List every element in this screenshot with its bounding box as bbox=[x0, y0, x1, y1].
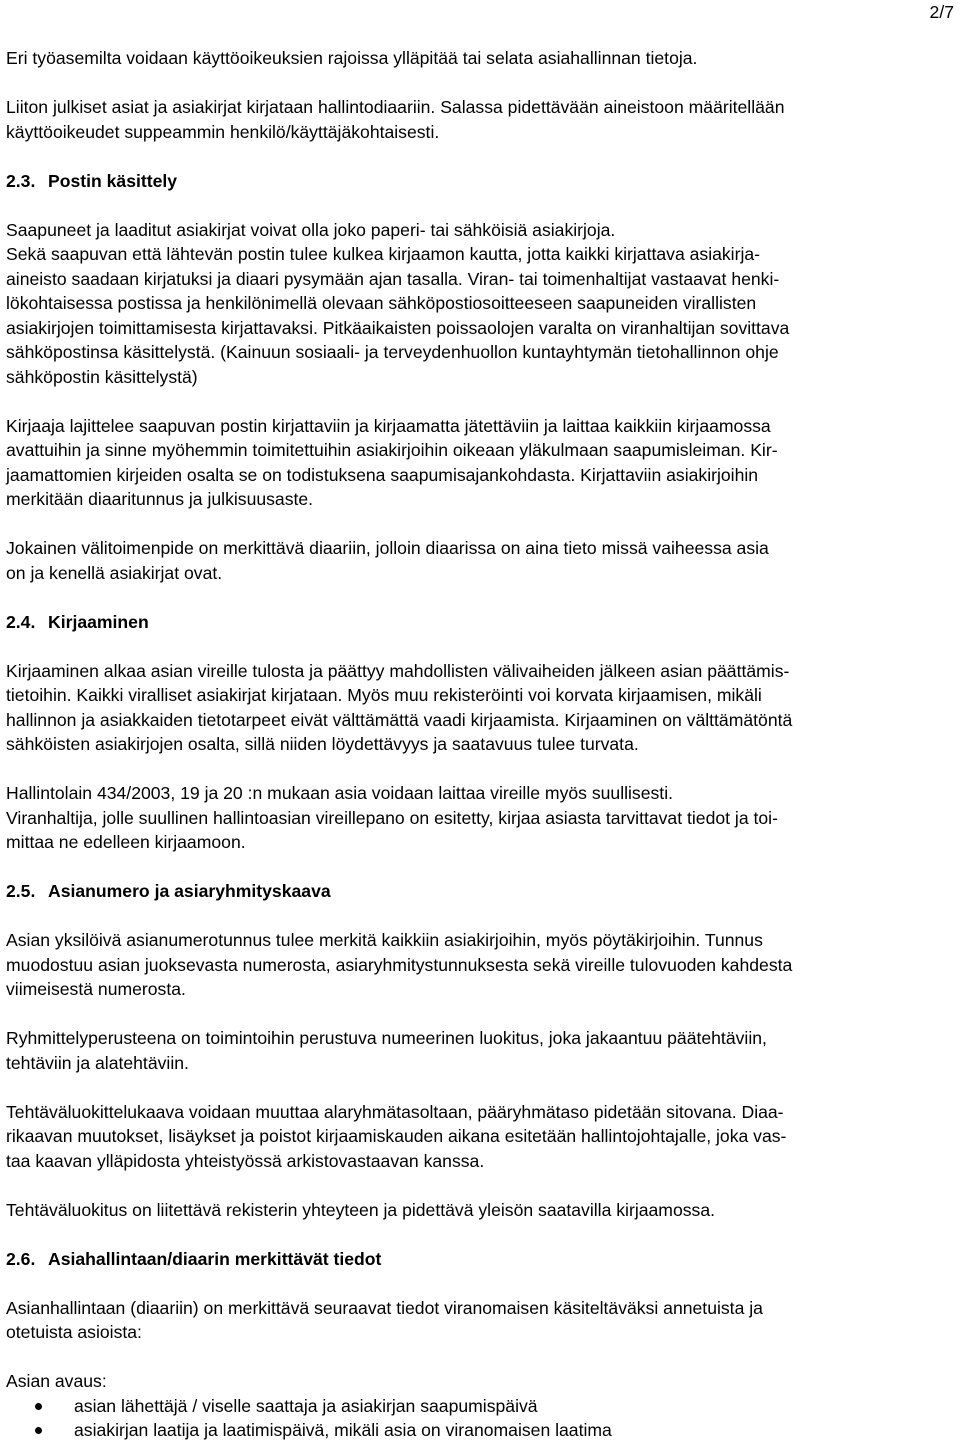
text-line: Asian yksilöivä asianumerotunnus tulee merkitä kaikkiin asiakirjoihin, myös pöytäkirjoihin. Tunnus bbox=[6, 930, 763, 950]
asianumero-paragraph-1 bbox=[6, 928, 956, 1002]
text-line: viimeisestä numerosta. bbox=[6, 979, 186, 999]
bullet-icon bbox=[35, 1427, 42, 1434]
text-line: Kirjaaja lajittelee saapuvan postin kirjattaviin ja kirjaamatta jätettäviin ja laittaa kaikkiin kirjaamossa bbox=[6, 415, 771, 436]
text-line: otetuista asioista: bbox=[6, 1322, 142, 1342]
intro-paragraph-2 bbox=[6, 95, 956, 144]
page-number: 2/7 bbox=[929, 2, 954, 22]
text-line: Sekä saapuvan että lähtevän postin tulee kulkea kirjaamon kautta, jotta kaikki kirjattava asiakirja- bbox=[6, 244, 761, 264]
section-heading-2-3 bbox=[6, 169, 956, 194]
list-item-text: asiakirjan laatija ja laatimispäivä, mikäli asia on viranomaisen laatima bbox=[74, 1420, 612, 1440]
text-line: tehtäviin ja alatehtäviin. bbox=[6, 1052, 189, 1073]
section-number: 2.6. bbox=[6, 1248, 36, 1269]
text-line: Asianhallintaan (diaariin) on merkittävä seuraavat tiedot viranomaisen käsiteltäväksi annetuista ja bbox=[6, 1297, 763, 1318]
list-item-text: asian lähettäjä / viselle saattaja ja asiakirjan saapumispäivä bbox=[74, 1395, 538, 1416]
section-number: 2.4. bbox=[6, 611, 36, 632]
section-number: 2.5. bbox=[6, 881, 36, 901]
text-line: Ryhmittelyperusteena on toimintoihin perustuva numeerinen luokitus, joka jakaantuu päätehtäviin, bbox=[6, 1028, 767, 1048]
text-line: sähköpostin käsittelystä) bbox=[6, 366, 198, 387]
text-line: käyttöoikeudet suppeammin henkilö/käyttäjäkohtaisesti. bbox=[6, 121, 440, 142]
postin-kasittely-paragraph-3 bbox=[6, 536, 956, 585]
merkittavat-tiedot-paragraph-1 bbox=[6, 1296, 956, 1345]
text-line: mittaa ne edelleen kirjaamoon. bbox=[6, 832, 246, 852]
list-item bbox=[6, 1394, 956, 1419]
text-line: aineisto saadaan kirjatuksi ja diaari pysymään ajan tasalla. Viran- tai toimenhaltijat vastaavat henki- bbox=[6, 268, 780, 289]
section-title: Asianumero ja asiaryhmityskaava bbox=[48, 881, 331, 901]
text-line: Jokainen välitoimenpide on merkittävä diaariin, jolloin diaarissa on aina tieto missä vaiheessa asia bbox=[6, 538, 769, 558]
text-line: Hallintolain 434/2003, 19 ja 20 :n mukaan asia voidaan laittaa vireille myös suullisesti. bbox=[6, 783, 673, 803]
section-title: Kirjaaminen bbox=[48, 611, 149, 632]
list-item bbox=[6, 1418, 956, 1443]
text-line: Saapuneet ja laaditut asiakirjat voivat olla joko paperi- tai sähköisiä asiakirjoja. bbox=[6, 219, 616, 240]
text-line: merkitään diaaritunnus ja julkisuusaste. bbox=[6, 489, 314, 509]
text-line: Viranhaltija, jolle suullinen hallintoasian vireillepano on esitetty, kirjaa asiasta tarvittavat tiedot ja toi- bbox=[6, 807, 778, 828]
text-line: tietoihin. Kaikki viralliset asiakirjat kirjataan. Myös muu rekisteröinti voi korvata kirjaamisen, mikäli bbox=[6, 685, 762, 705]
list-label: Asian avaus: bbox=[6, 1371, 107, 1391]
asianumero-paragraph-3 bbox=[6, 1100, 956, 1174]
kirjaaminen-paragraph-2 bbox=[6, 781, 956, 855]
text-line: rikaavan muutokset, lisäykset ja poistot kirjaamiskauden aikana esitetään hallintojohtajalle, joka vas- bbox=[6, 1126, 787, 1146]
asianumero-paragraph-2 bbox=[6, 1026, 956, 1075]
section-title: Asiahallintaan/diaarin merkittävät tiedot bbox=[48, 1248, 382, 1269]
text-line: sähköisten asiakirjojen osalta, sillä niiden löydettävyys ja saatavuus tulee turvata. bbox=[6, 734, 639, 754]
text-line: muodostuu asian juoksevasta numerosta, asiaryhmitystunnuksesta sekä vireille tulovuoden kahdesta bbox=[6, 954, 793, 975]
text-line: Eri työasemilta voidaan käyttöoikeuksien rajoissa ylläpitää tai selata asiahallinnan tietoja. bbox=[6, 48, 698, 68]
document-body bbox=[6, 46, 956, 1443]
postin-kasittely-paragraph-1 bbox=[6, 218, 956, 390]
text-line: avattuihin ja sinne myöhemmin toimitettuihin asiakirjoihin oikeaan yläkulmaan saapumisleiman. Kir- bbox=[6, 440, 778, 460]
section-heading-2-6 bbox=[6, 1247, 956, 1272]
text-line: sähköpostinsa käsittelystä. (Kainuun sosiaali- ja terveydenhuollon kuntayhtymän tietohallinnon ohje bbox=[6, 342, 779, 362]
text-line: Tehtäväluokittelukaava voidaan muuttaa alaryhmätasoltaan, pääryhmätaso pidetään sitovana. Diaa- bbox=[6, 1101, 784, 1122]
asianumero-paragraph-4 bbox=[6, 1198, 956, 1223]
section-heading-2-4 bbox=[6, 610, 956, 635]
kirjaaminen-paragraph-1 bbox=[6, 659, 956, 757]
text-line: on ja kenellä asiakirjat ovat. bbox=[6, 562, 223, 583]
postin-kasittely-paragraph-2 bbox=[6, 414, 956, 512]
text-line: taa kaavan ylläpidosta yhteistyössä arkistovastaavan kanssa. bbox=[6, 1150, 485, 1171]
text-line: asiakirjojen toimittamisesta kirjattavaksi. Pitkäaikaisten poissaolojen varalta on viranhaltijan sovittava bbox=[6, 317, 790, 338]
intro-paragraph-1 bbox=[6, 46, 956, 71]
bullet-icon bbox=[35, 1403, 42, 1410]
text-line: Kirjaaminen alkaa asian vireille tulosta ja päättyy mahdollisten välivaiheiden jälkeen asian päättämis- bbox=[6, 660, 790, 681]
text-line: Liiton julkiset asiat ja asiakirjat kirjataan hallintodiaariin. Salassa pidettävään aineistoon määritellään bbox=[6, 97, 785, 117]
section-number: 2.3. bbox=[6, 170, 36, 191]
text-line: lökohtaisessa postissa ja henkilönimellä olevaan sähköpostiosoitteeseen saapuneiden virallisten bbox=[6, 293, 757, 313]
text-line: Tehtäväluokitus on liitettävä rekisterin yhteyteen ja pidettävä yleisön saatavilla kirjaamossa. bbox=[6, 1199, 716, 1220]
section-title: Postin käsittely bbox=[48, 170, 178, 191]
asian-avaus-list bbox=[6, 1394, 956, 1443]
text-line: hallinnon ja asiakkaiden tietotarpeet eivät välttämättä vaadi kirjaamista. Kirjaaminen on välttämätöntä bbox=[6, 709, 793, 730]
text-line: jaamattomien kirjeiden osalta se on todistuksena saapumisajankohdasta. Kirjattaviin asiakirjoihin bbox=[6, 464, 759, 485]
section-heading-2-5 bbox=[6, 879, 956, 904]
